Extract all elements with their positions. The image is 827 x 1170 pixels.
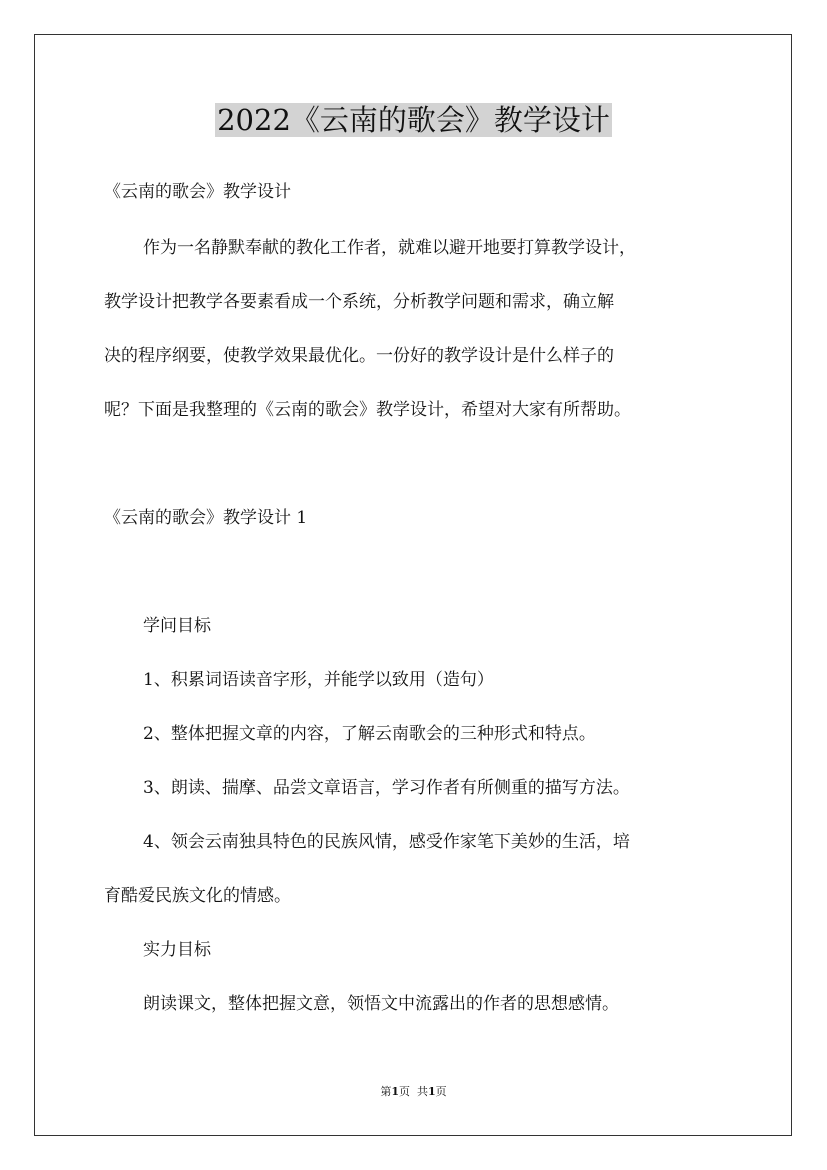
knowledge-goal-item-1: 1、积累词语读音字形，并能学以致用（造句） (143, 670, 494, 690)
intro-line-3: 决的程序纲要，使教学效果最优化。一份好的教学设计是什么样子的 (104, 346, 614, 366)
footer-page-number: 1 (391, 1085, 399, 1098)
page-footer (0, 1084, 827, 1100)
intro-line-4: 呢？下面是我整理的《云南的歌会》教学设计，希望对大家有所帮助。 (104, 400, 631, 420)
footer-page-prefix: 第 (380, 1085, 392, 1098)
footer-total-prefix: 共 (417, 1085, 428, 1098)
section-heading-1: 《云南的歌会》教学设计 1 (104, 508, 308, 528)
knowledge-goal-item-2: 2、整体把握文章的内容，了解云南歌会的三种形式和特点。 (143, 724, 596, 744)
knowledge-goal-heading: 学问目标 (143, 616, 211, 636)
intro-line-1: 作为一名静默奉献的教化工作者，就难以避开地要打算教学设计， (143, 238, 636, 258)
footer-total-pages: 1 (428, 1085, 436, 1098)
knowledge-goal-item-4-line-1: 4、领会云南独具特色的民族风情，感受作家笔下美妙的生活，培 (143, 832, 630, 852)
knowledge-goal-item-4-line-2: 育酷爱民族文化的情感。 (104, 886, 291, 906)
document-title (0, 98, 827, 142)
intro-line-2: 教学设计把教学各要素看成一个系统，分析教学问题和需求，确立解 (104, 292, 614, 312)
footer-page-suffix: 页 (399, 1085, 410, 1098)
ability-goal-heading: 实力目标 (143, 940, 211, 960)
document-subtitle: 《云南的歌会》教学设计 (104, 182, 291, 202)
ability-goal-text: 朗读课文，整体把握文意，领悟文中流露出的作者的思想感情。 (143, 994, 619, 1014)
knowledge-goal-item-3: 3、朗读、揣摩、品尝文章语言，学习作者有所侧重的描写方法。 (143, 778, 630, 798)
footer-total-suffix: 页 (435, 1085, 447, 1098)
document-title-text: 2022《云南的歌会》教学设计 (217, 103, 610, 137)
